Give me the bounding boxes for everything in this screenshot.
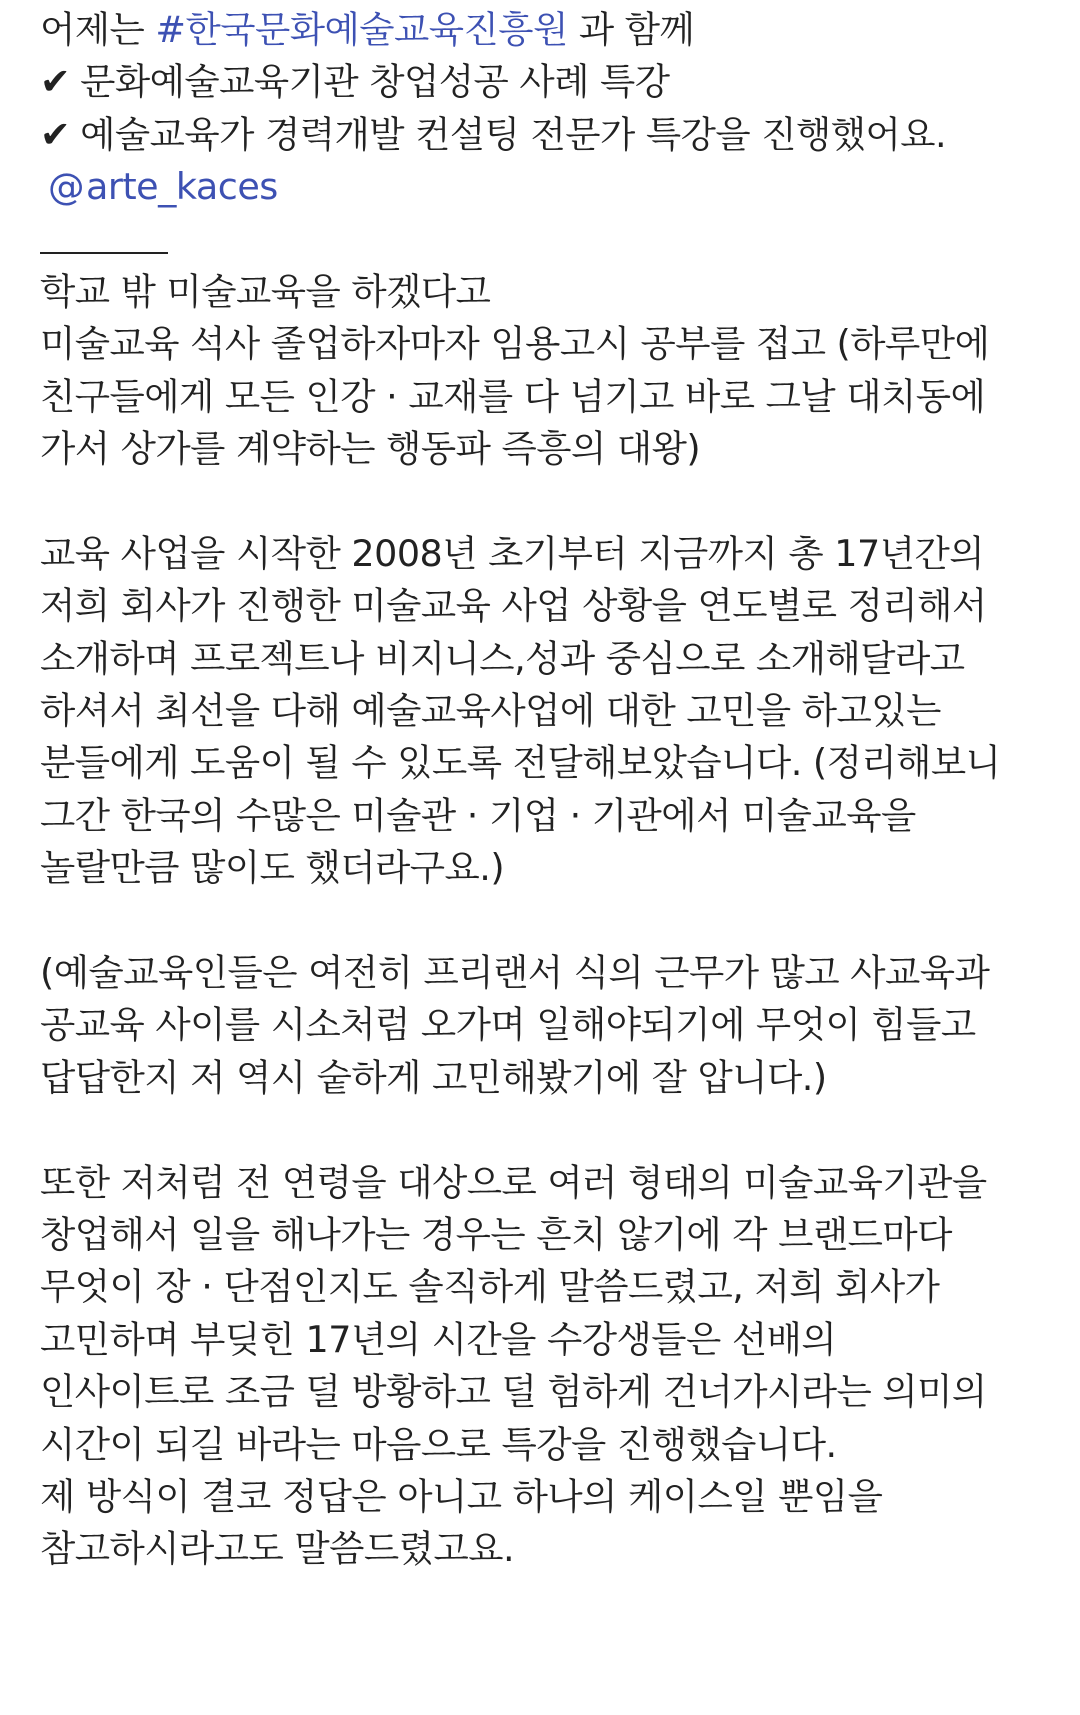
paragraph-spacer (40, 476, 1050, 528)
check-mark-icon: ✔ (40, 60, 71, 104)
intro-prefix: 어제는 (40, 8, 156, 51)
paragraph-line: 답답한지 저 역시 숱하게 고민해봤기에 잘 압니다.) (40, 1055, 827, 1099)
paragraph-line: 또한 저처럼 전 연령을 대상으로 여러 형태의 미술교육기관을 (40, 1160, 987, 1204)
paragraph-line: 학교 밖 미술교육을 하겠다고 (40, 269, 491, 313)
paragraph-line: 소개하며 프로젝트나 비지니스,성과 중심으로 소개해달라고 (40, 636, 965, 680)
paragraph-line: 시간이 되길 바라는 마음으로 특강을 진행했습니다. (40, 1422, 837, 1466)
hashtag-link[interactable]: #한국문화예술교육진흥원 (155, 8, 568, 51)
mention-handle: arte_kaces (86, 165, 278, 209)
divider (40, 214, 1050, 266)
paragraph-line: 고민하며 부딪힌 17년의 시간을 수강생들은 선배의 (40, 1317, 837, 1361)
paragraph-4 (40, 1157, 1050, 1576)
paragraph-line: 창업해서 일을 해나가는 경우는 흔치 않기에 각 브랜드마다 (40, 1212, 952, 1256)
intro-line (40, 4, 1050, 56)
paragraph-line: 인사이트로 조금 덜 방황하고 덜 험하게 건너가시라는 의미의 (40, 1370, 987, 1414)
paragraph-line: 하셔서 최선을 다해 예술교육사업에 대한 고민을 하고있는 (40, 689, 941, 733)
paragraph-2 (40, 528, 1050, 895)
paragraph-3 (40, 947, 1050, 1104)
paragraph-1 (40, 266, 1050, 476)
paragraph-line: 분들에게 도움이 될 수 있도록 전달해보았습니다. (정리해보니 (40, 741, 1001, 785)
paragraph-line: 친구들에게 모든 인강 · 교재를 다 넘기고 바로 그날 대치동에 (40, 374, 986, 418)
paragraph-line: 미술교육 석사 졸업하자마자 임용고시 공부를 접고 (하루만에 (40, 322, 990, 366)
paragraph-line: 참고하시라고도 말씀드렸고요. (40, 1527, 515, 1571)
paragraph-line: 무엇이 장 · 단점인지도 솔직하게 말씀드렸고, 저희 회사가 (40, 1265, 940, 1309)
paragraph-line: 공교육 사이를 시소처럼 오가며 일해야되기에 무엇이 힘들고 (40, 1003, 976, 1047)
paragraph-line: 교육 사업을 시작한 2008년 초기부터 지금까지 총 17년간의 (40, 531, 984, 575)
check-item (40, 109, 1050, 161)
paragraph-spacer (40, 895, 1050, 947)
check-item (40, 56, 1050, 108)
paragraph-line: 가서 상가를 계약하는 행동파 즉흥의 대왕) (40, 427, 701, 471)
intro-suffix: 과 함께 (567, 8, 695, 51)
check-mark-icon: ✔ (40, 112, 71, 156)
paragraph-line: 그간 한국의 수많은 미술관 · 기업 · 기관에서 미술교육을 (40, 793, 916, 837)
paragraph-spacer (40, 1104, 1050, 1156)
paragraph-line: (예술교육인들은 여전히 프리랜서 식의 근무가 많고 사교육과 (40, 951, 990, 995)
threads-icon: @ (48, 165, 84, 209)
post-body (40, 4, 1050, 1576)
check-item-text: 문화예술교육기관 창업성공 사례 특강 (80, 60, 670, 104)
paragraph-line: 저희 회사가 진행한 미술교육 사업 상황을 연도별로 정리해서 (40, 584, 987, 628)
paragraph-line: 놀랄만큼 많이도 했더라구요.) (40, 846, 505, 890)
mention-link[interactable] (40, 161, 1050, 213)
paragraph-line: 제 방식이 결코 정답은 아니고 하나의 케이스일 뿐임을 (40, 1474, 883, 1518)
check-item-text: 예술교육가 경력개발 컨설팅 전문가 특강을 진행했어요. (80, 112, 947, 156)
